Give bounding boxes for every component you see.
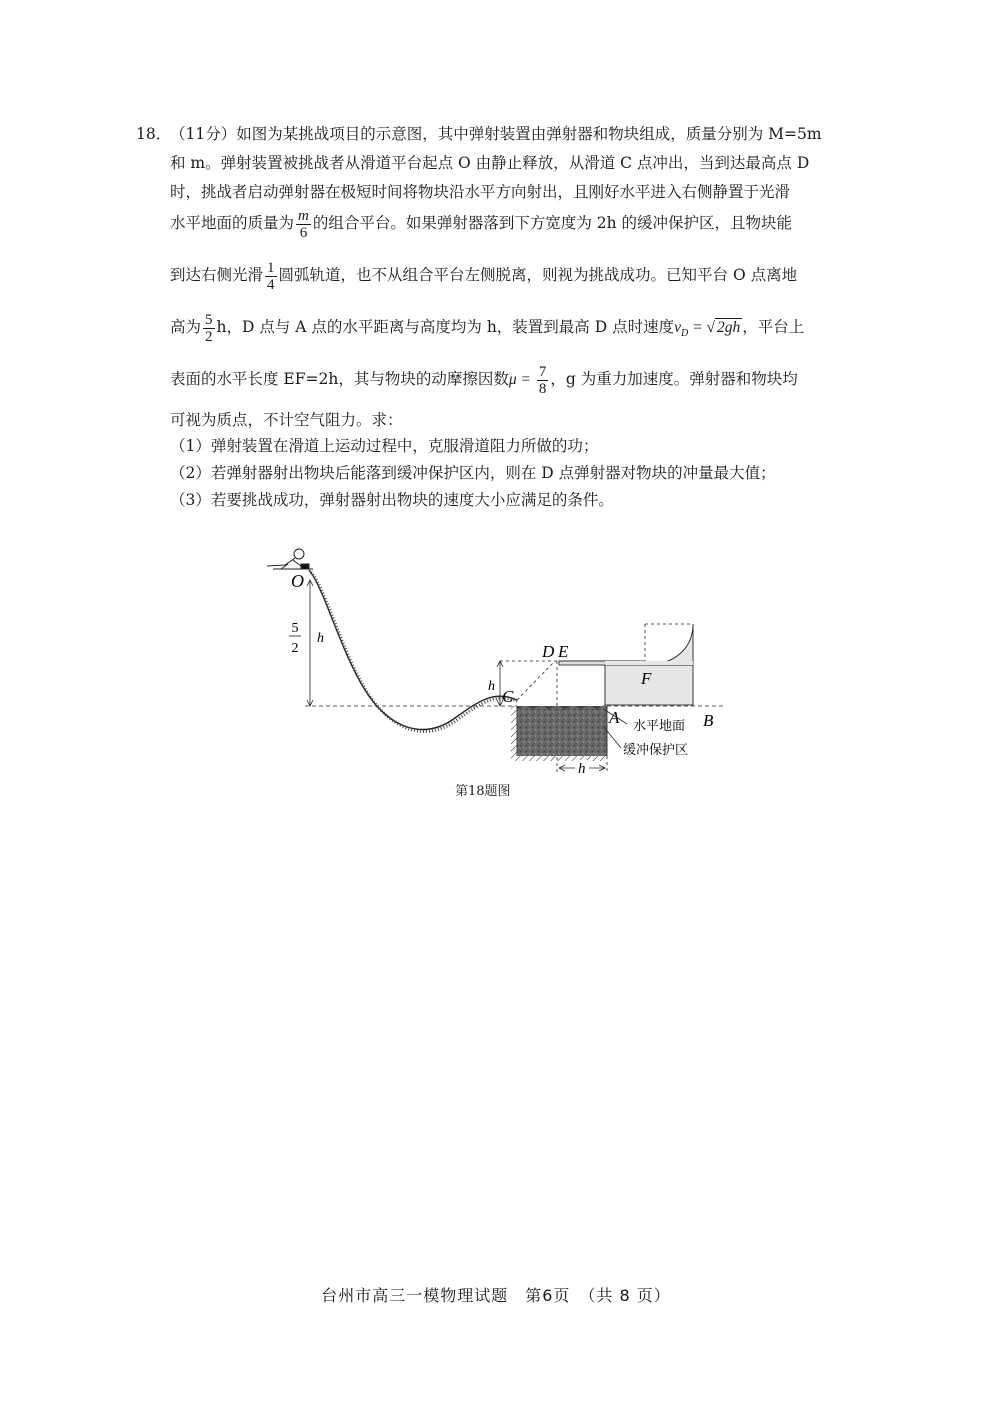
sub-question-3: （3）若要挑战成功，弹射器射出物块的速度大小应满足的条件。: [170, 491, 614, 509]
question-line-5: [170, 258, 797, 293]
question-line-1: （11分）如图为某挑战项目的示意图，其中弹射装置由弹射器和物块组成，质量分别为 M=5m: [170, 125, 822, 143]
question-line-4: [170, 206, 792, 241]
question-line-6: [170, 310, 804, 351]
label-F: F: [641, 669, 652, 688]
label-52-num: 5: [291, 621, 299, 636]
combination-platform: [559, 624, 693, 705]
vd-formula: $v_D$ = √ 2gh: [674, 319, 741, 339]
line7-text-b: ，g 为重力加速度。弹射器和物块均: [550, 370, 798, 388]
label-52-h: h: [317, 631, 324, 646]
figure-caption: 第18题图: [455, 784, 511, 799]
fraction-1-over-4: $\frac{1}{4}$: [267, 259, 275, 293]
line6-text-c: ，平台上: [742, 318, 805, 336]
label-h-left: h: [488, 679, 495, 694]
mu-label: μ =: [508, 371, 535, 388]
question-number: 18．: [136, 125, 172, 143]
line6-text-b: h，D 点与 A 点的水平距离与高度均为 h，装置到最高 D 点时速度: [216, 318, 675, 336]
page-footer: 台州市高三一模物理试题 第6页 （共 8 页）: [321, 1286, 671, 1305]
fraction-5-over-2: $\frac{5}{2}$: [205, 311, 213, 345]
question-line-7: [170, 362, 798, 397]
label-h-bottom: h: [578, 761, 586, 775]
question-line-3: 时，挑战者启动弹射器在极短时间将物块沿水平方向射出，且刚好水平进入右侧静置于光滑: [170, 183, 791, 201]
ground-label: 水平地面: [633, 719, 686, 734]
question-line-2: 和 m。弹射装置被挑战者从滑道平台起点 O 由静止释放，从滑道 C 点冲出，当到达最高点 D: [170, 154, 810, 172]
label-C: C: [502, 687, 514, 706]
label-B: B: [703, 711, 714, 730]
buffer-label: 缓冲保护区: [623, 743, 689, 758]
line5-text-a: 到达右侧光滑: [170, 266, 264, 284]
line6-text-a: 高为: [170, 318, 202, 336]
label-A: A: [609, 708, 620, 727]
fraction-7-over-8: $\frac{7}{8}$: [538, 363, 547, 397]
label-E: E: [558, 642, 569, 661]
line4-text-a: 水平地面的质量为: [170, 214, 295, 232]
challenger-figure: [267, 549, 313, 569]
line4-text-b: 的组合平台。如果弹射器落到下方宽度为 2h 的缓冲保护区，且物块能: [312, 214, 793, 232]
label-D: D: [542, 642, 555, 661]
slide-track: [309, 570, 517, 729]
trajectory-c-to-d: [517, 661, 555, 700]
slide-track-hatching: [311, 572, 519, 731]
sub-question-2: （2）若弹射器射出物块后能落到缓冲保护区内，则在 D 点弹射器对物块的冲量最大值；: [170, 464, 776, 482]
label-52-den: 2: [291, 641, 299, 656]
question-line-8: 可视为质点，不计空气阻力。求：: [170, 411, 403, 429]
line7-text-a: 表面的水平长度 EF=2h，其与物块的动摩擦因数: [170, 370, 509, 388]
problem-figure: [255, 540, 735, 775]
sub-question-1: （1）弹射装置在滑道上运动过程中，克服滑道阻力所做的功；: [170, 437, 599, 455]
label-O: O: [291, 571, 304, 591]
fraction-m-over-6: $\frac{m}{6}$: [298, 207, 309, 241]
line5-text-b: 圆弧轨道，也不从组合平台左侧脱离，则视为挑战成功。已知平台 O 点离地: [278, 266, 798, 284]
buffer-zone: [511, 705, 607, 761]
